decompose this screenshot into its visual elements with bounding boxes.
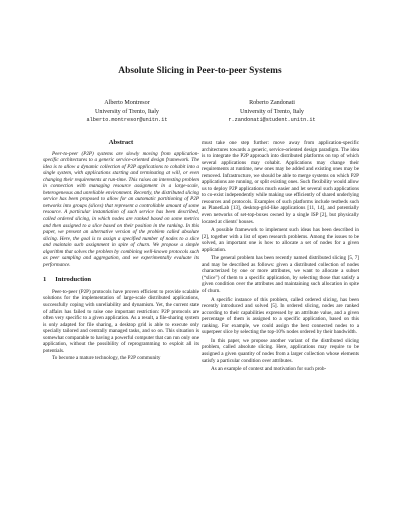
body-paragraph: To become a mature technology, the P2P community — [52, 355, 161, 362]
abstract-text: Peer-to-peer (P2P) systems are slowly moving from application-specific architectures to a generic service-oriented design framework. The idea is to allow a dynamic collection of P2P applications to cohabit into a single system, with applications starting and terminating at will, or even changing their requirements at run-time. This raises an interesting problem in connection with managing resource assignment in a large-scale, heterogeneous and unreliable environment. Recently, the distributed slicing service has been proposed to allow for an automatic partitioning of P2P networks into groups (slices) that represent a controllable amount of some resource. A particular instantiation of such service has been described, called ordered slicing, in which nodes are ranked based on some metrics and then assigned to a slice based on their position in the ranking. In this paper, we present an alternative version of the problem called absolute slicing. Here, the goal is to assign a specified number of nodes to a slice and maintain such assignment in spite of churn. We propose a simple algorithm that solves the problem by combining well-known protocols such as peer sampling and aggregation, and we experimentally evaluate its performance. — [43, 150, 199, 268]
body-paragraph: must take one step further: move away from application-specific architectures towards a generic, service-oriented design paradigm. The idea is to integrate the P2P approach into distributed platforms on top of which several applications may cohabit. Applications may change their requirements at runtime, new ones may be added and existing ones may be removed. Infrastructure, we should be able to merge systems on which P2P applications are running, or split existing ones. Such flexibility would allow us to deploy P2P applications much easier and let several such applications to co-exist independently while making use efficiently of shared underlying resources and protocols. Examples of such platforms include testbeds such as PlanetLab [13], desktop-grid-like applications [11, 14], and potentially even networks of set-top-boxes owned by a single ISP [2], but physically located at clients' houses. — [202, 140, 359, 225]
author-affiliation: University of Trento, Italy — [95, 108, 159, 115]
author-email: alberto.montresor@unitn.it — [86, 117, 168, 124]
author-block-2 — [192, 99, 352, 125]
author-affiliation: University of Trento, Italy — [240, 108, 304, 115]
paper-title: Absolute Slicing in Peer-to-peer Systems — [118, 66, 282, 76]
body-paragraph: The general problem has been recently named distributed slicing [5, 7] and may be described as follows: given a distributed collection of nodes characterized by one or more attributes, we want to allocate a subset (“slice”) of them to a specific application, by selecting those that satisfy a given condition over the attributes and maintaining such allocation in spite of churn. — [202, 255, 359, 295]
author-name: Roberto Zandonati — [249, 100, 295, 106]
body-paragraph: In this paper, we propose another variant of the distributed slicing problem, called absolute slicing. Here, applications may require to be assigned a given quantity of nodes from a larger collection whose elements satisfy a particular condition over attributes. — [202, 337, 359, 364]
abstract-heading: Abstract — [108, 139, 134, 146]
section-number: 1 — [43, 276, 47, 284]
author-email: r.zandonati@student.unitn.it — [228, 117, 316, 124]
left-column — [43, 140, 199, 362]
section-heading — [43, 277, 199, 284]
body-paragraph: As an example of context and motivation for such prob- — [211, 366, 327, 373]
body-paragraph: A possible framework to implement such ideas has been described in [2], together with a list of open research problems. Among the issues to be solved, an important one is how to allocate a set of nodes for a given application. — [202, 227, 359, 253]
author-name: Alberto Montresor — [104, 100, 150, 106]
right-column — [202, 140, 359, 373]
body-paragraph: A specific instance of this problem, called ordered slicing, has been recently introduced and solved [5]. In ordered slicing, nodes are ranked according to their capabilities expressed by an attribute value, and a given percentage of them is assigned to a specific application, based on this ranking. For example, we could assign the best connected nodes to a superpeer slice by selecting the top-10% nodes ordered by their bandwidth. — [202, 296, 359, 336]
section-title: Introduction — [55, 276, 92, 284]
body-paragraph: Peer-to-peer (P2P) protocols have proven efficient to provide scalable solutions for the implementation of large-scale distributed applications, successfully coping with unreliability and dynamism. Yet, the current state of affairs has failed to raise one important restriction: P2P protocols are often very specific to a given application. As a result, a file-sharing system is only adapted for file sharing, a desktop grid is able to execute only specially tailored and centrally managed tasks, and so on. This situation is somewhat comparable to having a powerful computer that can run only one application, without the possibility of reprogramming to exploit all its potentials. — [43, 288, 199, 354]
author-block-1 — [47, 99, 207, 125]
